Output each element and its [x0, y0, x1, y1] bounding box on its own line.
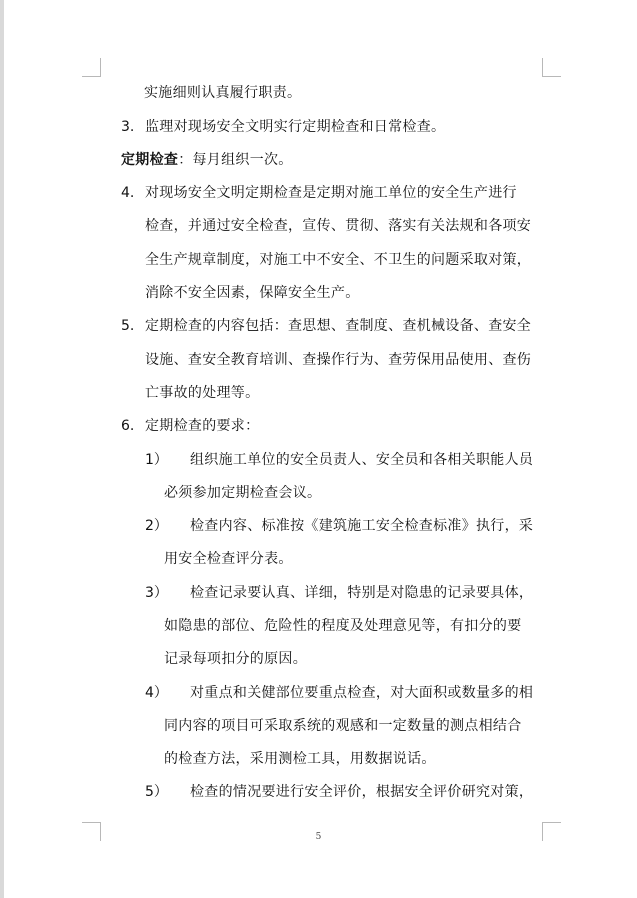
text-line: 对现场安全文明定期检查是定期对施工单位的安全生产进行 — [145, 185, 517, 201]
list-number: 6. — [121, 418, 135, 434]
heading-bold: 定期检查 — [121, 152, 179, 168]
text-line: 全生产规章制度，对施工中不安全、不卫生的问题采取对策， — [145, 252, 532, 268]
sublist-number: 2） — [145, 518, 168, 534]
list-number: 4. — [121, 185, 135, 201]
text-line: 检查内容、标准按《建筑施工安全检查标准》执行，采 — [190, 518, 534, 534]
text-line: 对重点和关健部位要重点检查，对大面积或数量多的相 — [190, 685, 534, 701]
text-line: 消除不安全因素，保障安全生产。 — [145, 285, 360, 301]
sublist-number: 5） — [145, 784, 168, 800]
page-number: 5 — [315, 832, 322, 842]
text-line: 记录每项扣分的原因。 — [164, 651, 307, 667]
crop-mark-top-right — [542, 58, 561, 77]
text-line: 定期检查的内容包括：查思想、查制度、查机械设备、查安全 — [145, 318, 532, 334]
text-line: 定期检查的要求： — [145, 418, 260, 434]
text-line: 组织施工单位的安全员责人、安全员和各相关职能人员 — [190, 452, 534, 468]
text-line: 必须参加定期检查会议。 — [164, 485, 322, 501]
list-number: 5. — [121, 318, 135, 334]
text-line: 监理对现场安全文明实行定期检查和日常检查。 — [145, 119, 446, 135]
text-line: 检查，并通过安全检查，宣传、贯彻、落实有关法规和各项安 — [145, 218, 532, 234]
text-line: 检查记录要认真、详细，特别是对隐患的记录要具体， — [190, 585, 534, 601]
text-line: 实施细则认真履行职责。 — [144, 85, 302, 101]
sublist-number: 4） — [145, 685, 168, 701]
text-line: 如隐患的部位、危险性的程度及处理意见等，有扣分的要 — [164, 618, 522, 634]
sublist-number: 1） — [145, 452, 168, 468]
text-line: 设施、查安全教育培训、查操作行为、查劳保用品使用、查伤 — [145, 352, 532, 368]
crop-mark-top-left — [82, 58, 101, 77]
text-line: 的检查方法，采用测检工具，用数据说话。 — [164, 751, 436, 767]
text-line: 用安全检查评分表。 — [164, 551, 293, 567]
text-line: 亡事故的处理等。 — [145, 385, 260, 401]
list-number: 3. — [121, 119, 135, 135]
page-edge-shadow — [0, 0, 4, 898]
sublist-number: 3） — [145, 585, 168, 601]
heading-line — [121, 150, 293, 170]
text-line: 同内容的项目可采取系统的观感和一定数量的测点相结合 — [164, 718, 522, 734]
text-line: 检查的情况要进行安全评价，根据安全评价研究对策， — [190, 784, 534, 800]
heading-rest: ：每月组织一次。 — [178, 152, 293, 168]
